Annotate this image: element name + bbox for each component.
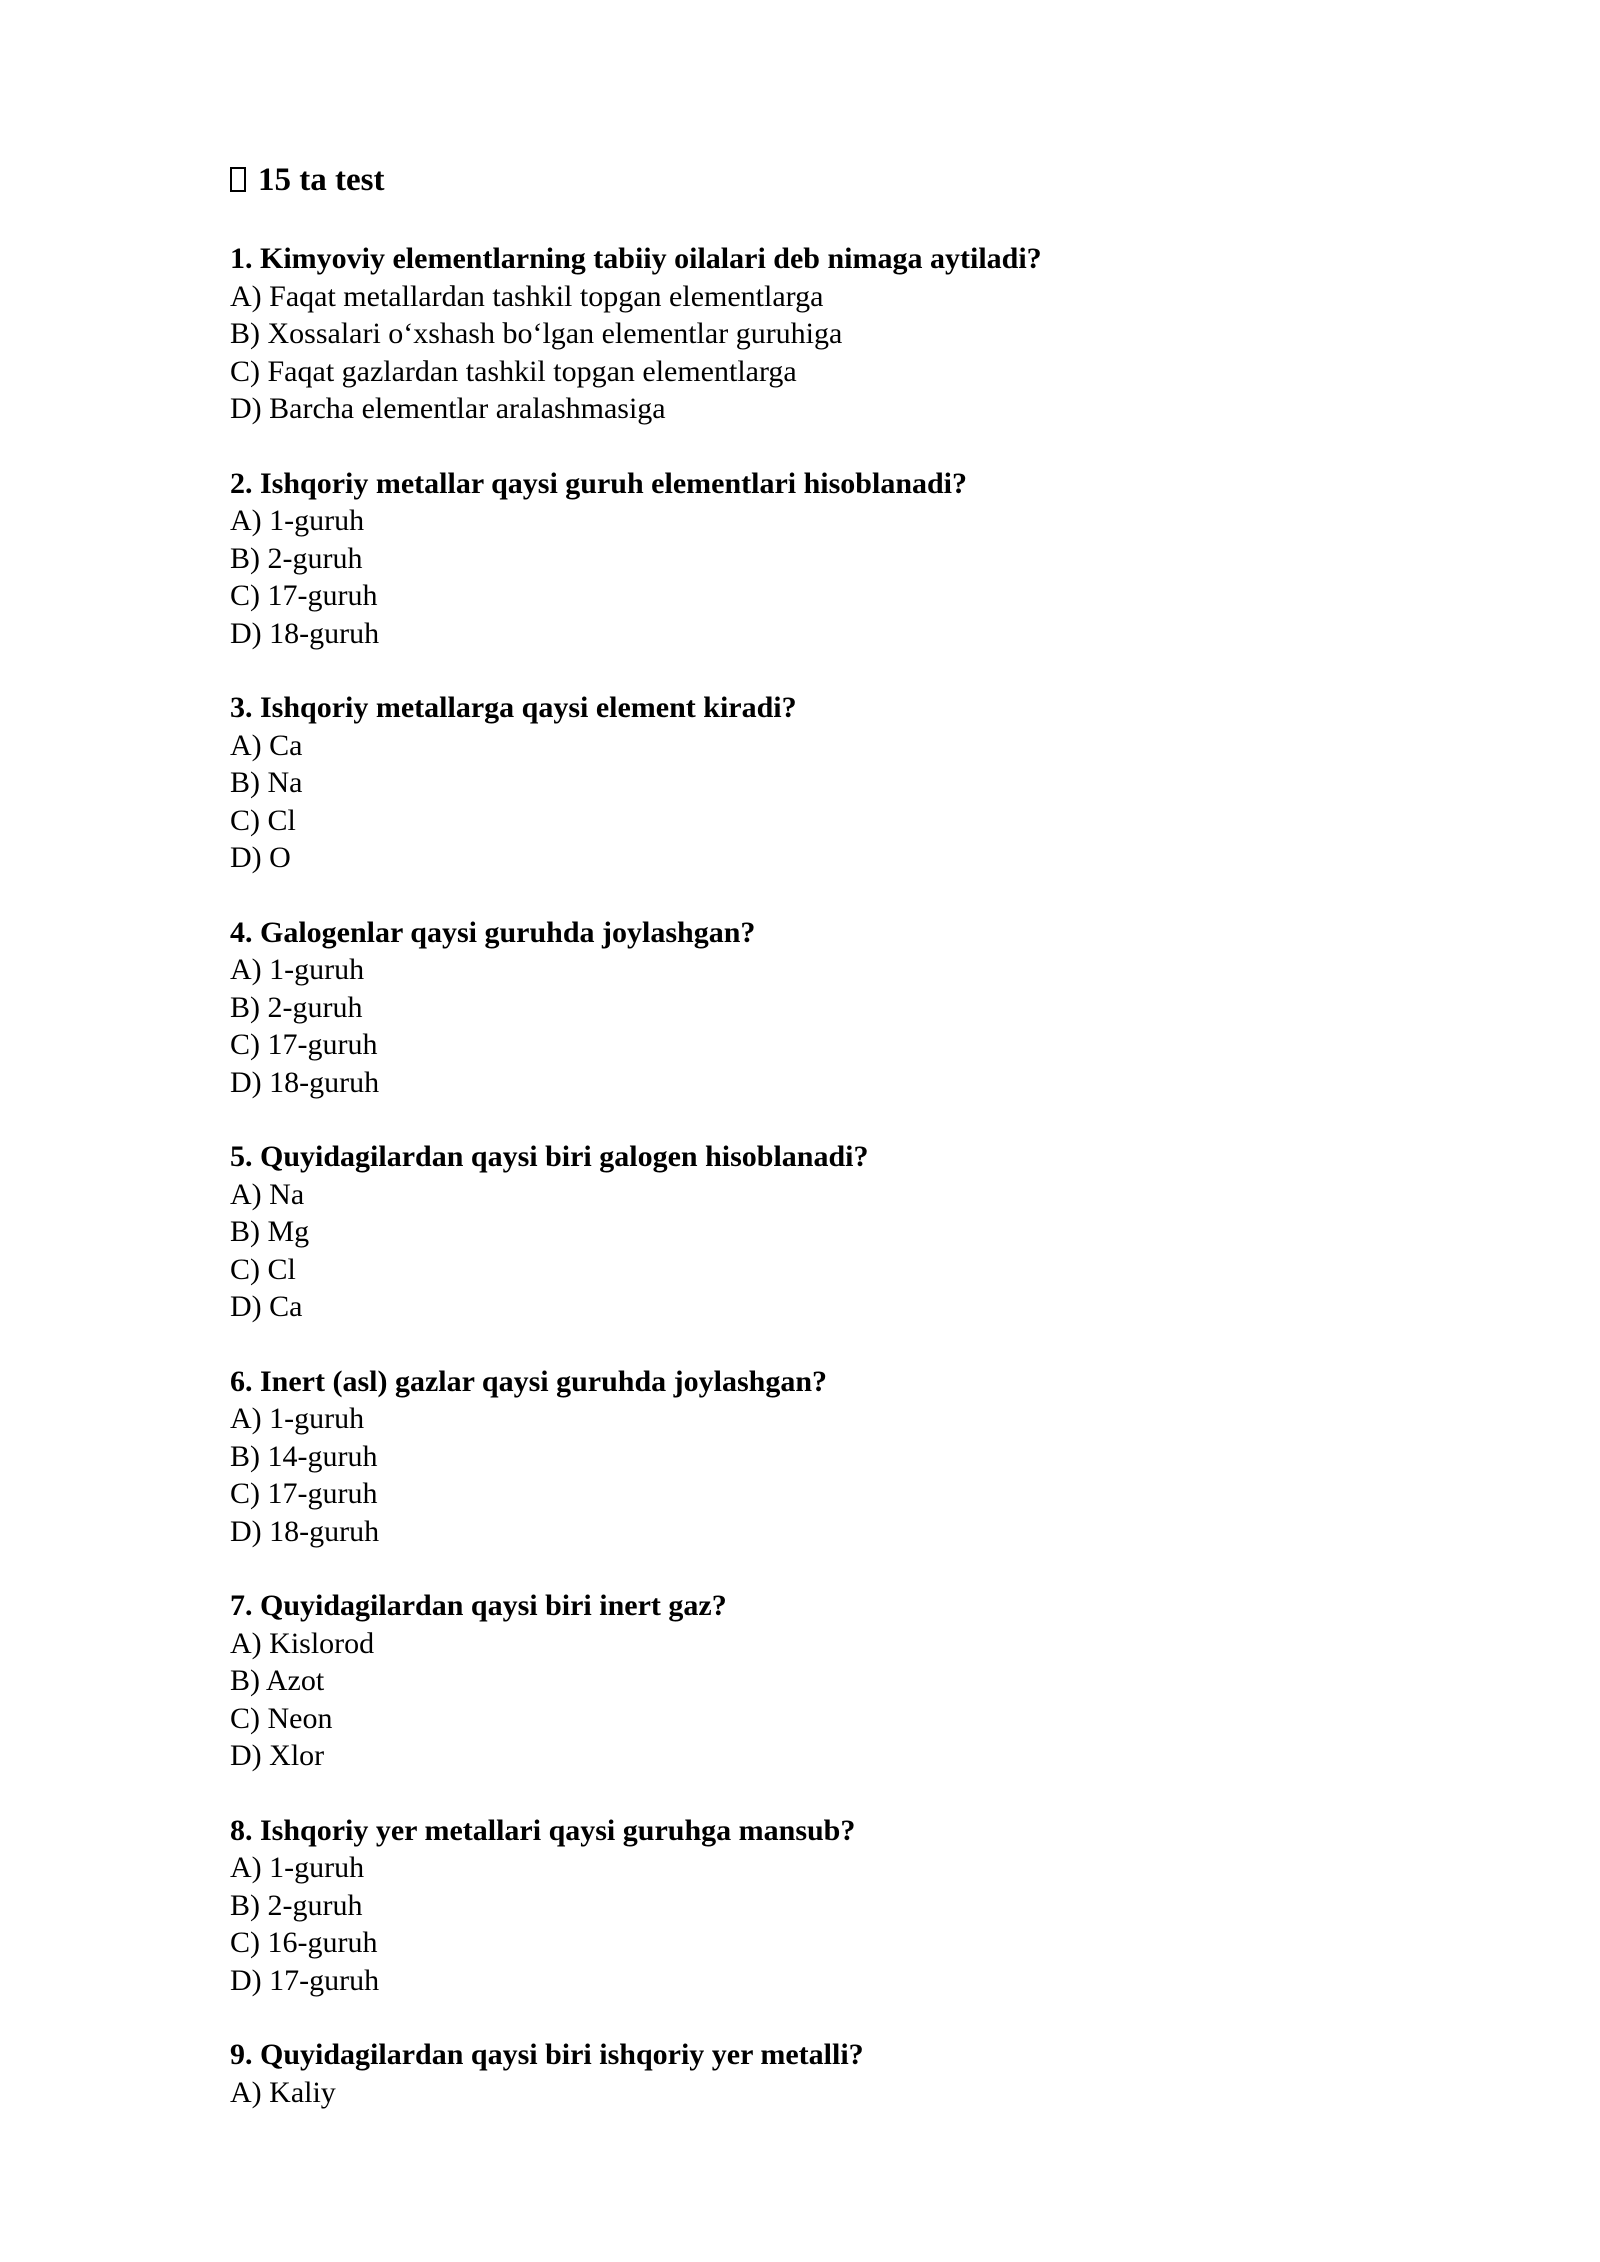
answer-option: C) Cl xyxy=(230,1252,296,1286)
answer-option: B) 2-guruh xyxy=(230,541,363,575)
question-text: 6. Inert (asl) gazlar qaysi guruhda joylashgan? xyxy=(230,1364,828,1398)
answer-option: B) 14-guruh xyxy=(230,1439,378,1473)
question-block xyxy=(230,1138,1430,1326)
question-block xyxy=(230,465,1430,653)
answer-option: A) 1-guruh xyxy=(230,504,365,537)
answer-option: C) 17-guruh xyxy=(230,579,378,612)
answer-option: A) Kislorod xyxy=(230,1626,375,1660)
answer-option: B) Mg xyxy=(230,1215,310,1248)
question-text: 9. Quyidagilardan qaysi biri ishqoriy yer metalli? xyxy=(230,2038,864,2071)
question-text: 4. Galogenlar qaysi guruhda joylashgan? xyxy=(230,915,756,949)
answer-option: B) 2-guruh xyxy=(230,990,363,1024)
question-text: 1. Kimyoviy elementlarning tabiiy oilalari deb nimaga aytiladi? xyxy=(230,242,1042,275)
answer-option: B) Na xyxy=(230,766,303,799)
answer-option: D) 18-guruh xyxy=(230,616,380,650)
answer-option: A) 1-guruh xyxy=(230,953,365,986)
question-text: 5. Quyidagilardan qaysi biri galogen hisoblanadi? xyxy=(230,1140,869,1173)
question-block xyxy=(230,1363,1430,1551)
answer-option: B) Azot xyxy=(230,1664,325,1697)
answer-option: A) Ca xyxy=(230,728,303,762)
question-text: 8. Ishqoriy yer metallari qaysi guruhga mansub? xyxy=(230,1813,856,1847)
question-list xyxy=(230,240,1430,2111)
document-page xyxy=(230,160,1430,2148)
answer-option: A) Na xyxy=(230,1177,305,1211)
document-title xyxy=(230,160,1430,200)
answer-option: C) 17-guruh xyxy=(230,1028,378,1061)
missing-glyph-icon xyxy=(230,167,246,192)
question-block xyxy=(230,2036,1430,2111)
answer-option: C) Cl xyxy=(230,803,296,837)
question-text: 2. Ishqoriy metallar qaysi guruh elementlari hisoblanadi? xyxy=(230,466,968,500)
question-block xyxy=(230,1587,1430,1775)
question-block xyxy=(230,1812,1430,2000)
answer-option: D) Xlor xyxy=(230,1739,325,1772)
question-block xyxy=(230,689,1430,877)
answer-option: A) Kaliy xyxy=(230,2075,336,2109)
answer-option: C) Neon xyxy=(230,1701,333,1735)
answer-option: A) 1-guruh xyxy=(230,1402,365,1435)
answer-option: B) Xossalari o‘xshash bo‘lgan elementlar guruhiga xyxy=(230,317,843,350)
answer-option: C) Faqat gazlardan tashkil topgan elementlarga xyxy=(230,354,797,388)
answer-option: D) 17-guruh xyxy=(230,1963,380,1997)
answer-option: C) 16-guruh xyxy=(230,1926,378,1959)
answer-option: A) 1-guruh xyxy=(230,1851,365,1884)
answer-option: D) 18-guruh xyxy=(230,1065,380,1099)
answer-option: D) Barcha elementlar aralashmasiga xyxy=(230,392,666,425)
answer-option: D) 18-guruh xyxy=(230,1514,380,1548)
document-title-text: 15 ta test xyxy=(258,162,385,198)
answer-option: B) 2-guruh xyxy=(230,1888,363,1922)
answer-option: C) 17-guruh xyxy=(230,1477,378,1510)
question-text: 3. Ishqoriy metallarga qaysi element kiradi? xyxy=(230,691,797,724)
question-block xyxy=(230,240,1430,428)
answer-option: D) O xyxy=(230,841,291,874)
answer-option: A) Faqat metallardan tashkil topgan elementlarga xyxy=(230,279,824,313)
question-text: 7. Quyidagilardan qaysi biri inert gaz? xyxy=(230,1589,727,1622)
question-block xyxy=(230,914,1430,1102)
answer-option: D) Ca xyxy=(230,1290,303,1323)
